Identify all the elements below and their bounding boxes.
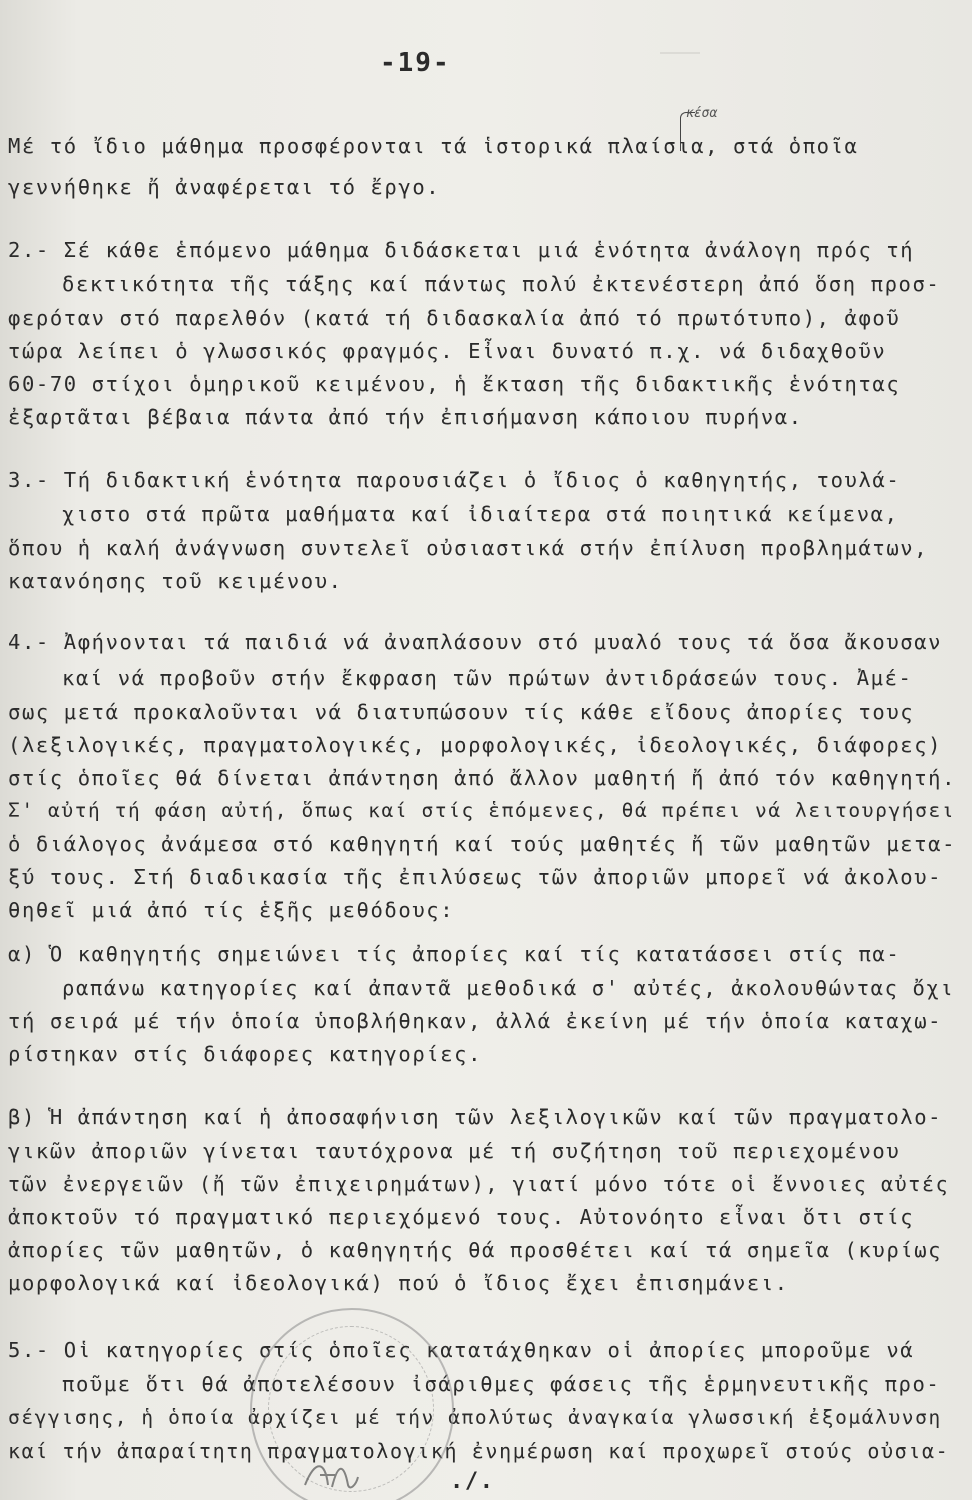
text-line: στίς ὁποῖες θά δίνεται ἀπάντηση ἀπό ἄλλον μαθητή ἤ ἀπό τόν καθηγητή. (8, 766, 957, 790)
text-line: ἀπορίες τῶν μαθητῶν, ὁ καθηγητής θά προσθέτει καί τά σημεῖα (κυρίως (8, 1238, 943, 1262)
text-line: ποῦμε ὅτι θά ἀποτελέσουν ἰσάριθμες φάσεις τῆς ἑρμηνευτικῆς προ- (62, 1372, 941, 1396)
text-line: ραπάνω κατηγορίες καί ἀπαντᾶ μεθοδικά σ' αὐτές, ἀκολουθώντας ὄχι (62, 976, 955, 1000)
text-line: ἐξαρτᾶται βέβαια πάντα ἀπό τήν ἐπισήμανση κάποιου πυρήνα. (8, 405, 803, 429)
text-line: Σ' αὐτή τή φάση αὐτή, ὅπως καί στίς ἑπόμενες, θά πρέπει νά λειτουργήσει (8, 799, 956, 822)
text-line: σως μετά προκαλοῦνται νά διατυπώσουν τίς κάθε εἴδους ἀπορίες τους (8, 700, 915, 724)
bleed-through (660, 38, 700, 54)
text-line: μορφολογικά καί ἰδεολογικά) πού ὁ ἴδιος ἔχει ἐπισημάνει. (8, 1271, 789, 1295)
handwritten-annotation: κέσα (686, 106, 718, 121)
text-line: 2.- Σέ κάθε ἑπόμενο μάθημα διδάσκεται μιά ἑνότητα ἀνάλογη πρός τή (8, 238, 915, 262)
text-line: (λεξιλογικές, πραγματολογικές, μορφολογικές, ἰδεολογικές, διάφορες) (8, 733, 943, 757)
text-line: καί νά προβοῦν στήν ἔκφραση τῶν πρώτων ἀντιδράσεών τους. Ἀμέ- (62, 666, 913, 690)
text-line: φερόταν στό παρελθόν (κατά τή διδασκαλία ἀπό τό πρωτότυπο), ἀφοῦ (8, 306, 901, 330)
text-line: θηθεῖ μιά ἀπό τίς ἑξῆς μεθόδους: (8, 898, 455, 922)
text-line: χιστο στά πρῶτα μαθήματα καί ἰδιαίτερα στά ποιητικά κείμενα, (62, 502, 899, 526)
page-end-mark: ./. (450, 1469, 495, 1494)
text-line: 60-70 στίχοι ὁμηρικοῦ κειμένου, ἡ ἔκταση τῆς διδακτικῆς ἑνότητας (8, 372, 901, 396)
text-line: 3.- Τή διδακτική ἑνότητα παρουσιάζει ὁ ἴδιος ὁ καθηγητής, τουλά- (8, 468, 901, 492)
text-line: ὁ διάλογος ἀνάμεσα στό καθηγητή καί τούς μαθητές ἤ τῶν μαθητῶν μετα- (8, 832, 957, 856)
text-line: τῶν ἐνεργειῶν (ἤ τῶν ἐπιχειρημάτων), γιατί μόνο τότε οἱ ἔννοιες αὐτές (8, 1172, 950, 1196)
text-line: Μέ τό ἴδιο μάθημα προσφέρονται τά ἱστορικά πλαίσια, στά ὁποῖα (8, 134, 859, 158)
page-number: -19- (380, 48, 451, 78)
text-line: γικῶν ἀποριῶν γίνεται ταυτόχρονα μέ τή συζήτηση τοῦ περιεχομένου (8, 1139, 901, 1163)
text-line: σέγγισης, ἡ ὁποία ἀρχίζει μέ τήν ἀπολύτως ἀναγκαία γλωσσική ἐξομάλυνση (8, 1406, 942, 1429)
text-line: ἀποκτοῦν τό πραγματικό περιεχόμενό τους. Αὐτονόητο εἶναι ὅτι στίς (8, 1205, 915, 1229)
text-line: ὅπου ἡ καλή ἀνάγνωση συντελεῖ οὐσιαστικά στήν ἐπίλυση προβλημάτων, (8, 536, 929, 560)
text-line: 4.- Ἀφήνονται τά παιδιά νά ἀναπλάσουν στό μυαλό τους τά ὅσα ἄκουσαν (8, 630, 943, 654)
text-line: γεννήθηκε ἤ ἀναφέρεται τό ἔργο. (8, 175, 441, 199)
text-line: β) Ἡ ἀπάντηση καί ἡ ἀποσαφήνιση τῶν λεξιλογικῶν καί τῶν πραγματολο- (8, 1105, 943, 1129)
text-line: δεκτικότητα τῆς τάξης καί πάντως πολύ ἐκτενέστερη ἀπό ὅση προσ- (62, 272, 941, 296)
text-line: 5.- Οἱ κατηγορίες στίς ὁποῖες κατατάχθηκαν οἱ ἀπορίες μποροῦμε νά (8, 1338, 915, 1362)
text-line: τή σειρά μέ τήν ὁποία ὑποβλήθηκαν, ἀλλά ἐκείνη μέ τήν ὁποία καταχω- (8, 1009, 943, 1033)
text-line: ξύ τους. Στή διαδικασία τῆς ἐπιλύσεως τῶν ἀποριῶν μπορεῖ νά ἀκολου- (8, 865, 943, 889)
signature-scribble (300, 1455, 360, 1495)
text-line: α) Ὁ καθηγητής σημειώνει τίς ἀπορίες καί τίς κατατάσσει στίς πα- (8, 942, 901, 966)
text-line: καί τήν ἀπαραίτητη πραγματολογική ἐνημέρωση καί προχωρεῖ στούς οὐσια- (8, 1439, 950, 1463)
text-line: ρίστηκαν στίς διάφορες κατηγορίες. (8, 1042, 483, 1066)
text-line: τώρα λείπει ὁ γλωσσικός φραγμός. Εἶναι δυνατό π.χ. νά διδαχθοῦν (8, 339, 887, 363)
text-line: κατανόησης τοῦ κειμένου. (8, 569, 343, 593)
